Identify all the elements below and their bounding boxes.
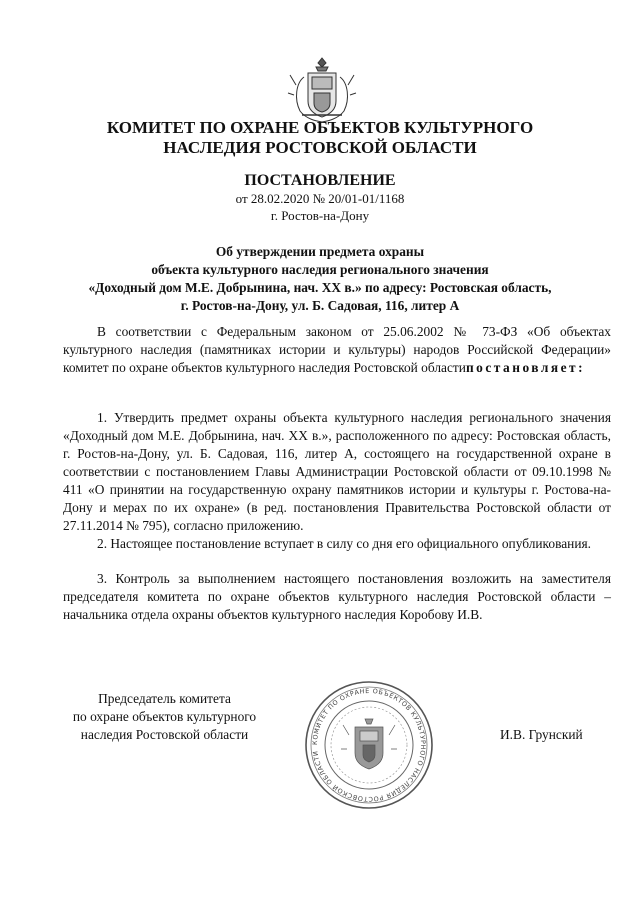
position-line-3: наследия Ростовской области <box>80 727 249 742</box>
subject-line-4: г. Ростов-на-Дону, ул. Б. Садовая, 116, литер А <box>180 298 460 313</box>
doc-date-number: от 28.02.2020 № 20/01-01/1168 <box>235 191 405 206</box>
org-line-2: НАСЛЕДИЯ РОСТОВСКОЙ ОБЛАСТИ <box>163 138 477 157</box>
subject-line-2: объекта культурного наследия регионального значения <box>151 262 489 277</box>
signatory-name: И.В. Грунский <box>500 727 583 742</box>
rostov-oblast-coat-of-arms-icon <box>286 55 358 125</box>
preamble-paragraph <box>63 323 611 377</box>
item-2-paragraph: 2. Настоящее постановление вступает в силу со дня его официального опубликования. <box>97 536 591 551</box>
item-3-paragraph: 3. Контроль за выполнением настоящего постановления возложить на заместителя председателя комитета по охране объектов культурного наследия Ростовской области – начальника отдела охраны объектов культурного наследия Коробову И.В. <box>63 571 611 622</box>
document-subject <box>60 243 580 315</box>
preamble-text: В соответствии с Федеральным законом от 25.06.2002 № 73-ФЗ «Об объектах культурного наследия (памятниках истории и культуры) народов Российской Федерации» комитет по охране объектов культурного наследия Ростовской области <box>63 324 611 375</box>
doc-city: г. Ростов-на-Дону <box>270 208 370 223</box>
org-line-1: КОМИТЕТ ПО ОХРАНЕ ОБЪЕКТОВ КУЛЬТУРНОГО <box>106 118 534 137</box>
subject-line-3: «Доходный дом М.Е. Добрынина, нач. XX в.» по адресу: Ростовская область, <box>88 280 552 295</box>
decree-word: постановляет: <box>465 360 586 375</box>
item-1-paragraph: 1. Утвердить предмет охраны объекта культурного наследия регионального значения «Доходный дом М.Е. Добрынина, нач. XX в.», расположенного по адресу: Ростовская область, г. Ростов-на-Дону, ул. Б. Садовая, 116, литер А, состоящего на государственной охране в соответствии с постановлением Главы Администрации Ростовской области от 09.10.1998 № 411 «О принятии на государственную охрану памятников истории и культуры г. Ростова-на-Дону и мерах по их охране» (в ред. постановления Правительства Ростовской области от 27.11.2014 № 795), согласно приложению. <box>63 410 611 533</box>
document-heading <box>60 172 580 224</box>
seal-ring-text: КОМИТЕТ ПО ОХРАНЕ ОБЪЕКТОВ КУЛЬТУРНОГО НАСЛЕДИЯ РОСТОВСКОЙ ОБЛАСТИ <box>310 686 428 804</box>
doc-type-title: ПОСТАНОВЛЕНИЕ <box>244 172 396 189</box>
position-line-2: по охране объектов культурного <box>72 709 257 724</box>
official-seal-icon <box>303 679 435 811</box>
position-line-1: Председатель комитета <box>98 691 231 706</box>
signatory-position <box>52 690 277 744</box>
subject-line-1: Об утверждении предмета охраны <box>215 244 425 259</box>
organization-name <box>60 118 580 158</box>
